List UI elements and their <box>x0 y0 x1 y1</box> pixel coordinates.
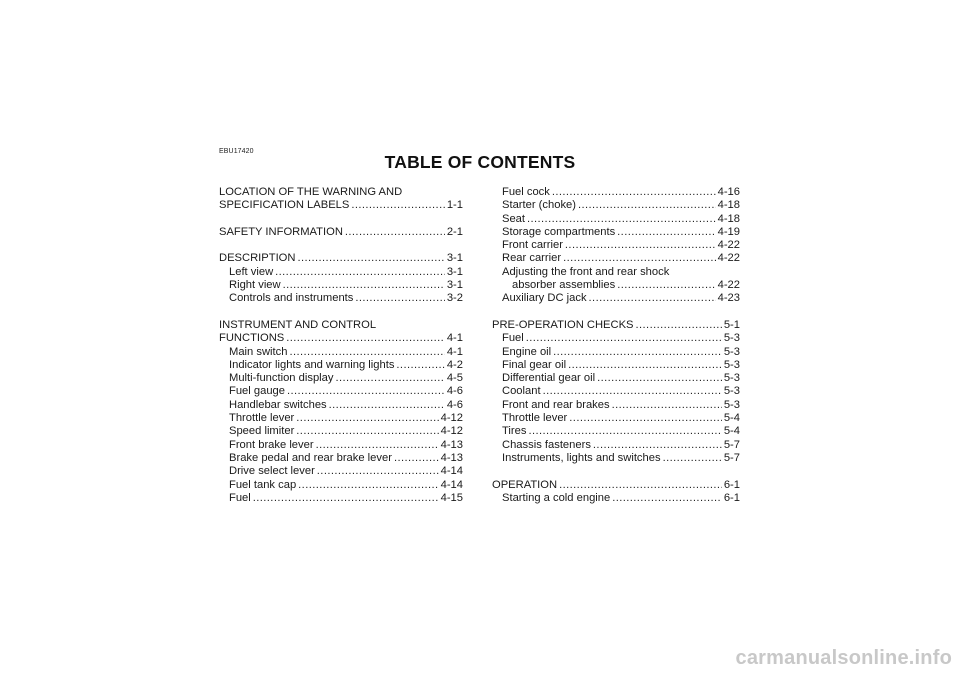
toc-page-number: 4-2 <box>446 358 463 371</box>
toc-column-left <box>219 186 463 505</box>
toc-leader-dots <box>345 226 445 239</box>
toc-entry[interactable] <box>219 439 463 452</box>
toc-entry[interactable] <box>219 492 463 505</box>
toc-entry-title: Fuel gauge <box>229 385 285 398</box>
toc-entry[interactable] <box>219 199 463 212</box>
toc-page-number: 4-19 <box>717 225 740 238</box>
toc-entry-title: Throttle lever <box>502 412 568 425</box>
toc-entry[interactable] <box>492 252 740 265</box>
toc-entry[interactable] <box>492 226 740 239</box>
toc-entry-title: Left view <box>229 265 274 278</box>
toc-entry[interactable] <box>492 213 740 226</box>
toc-page-number: 4-6 <box>446 398 463 411</box>
toc-entry-title: INSTRUMENT AND CONTROL <box>219 318 377 331</box>
toc-page-number: 4-12 <box>440 425 463 438</box>
toc-leader-dots <box>569 412 722 425</box>
toc-page-number: 5-4 <box>723 412 740 425</box>
toc-entry[interactable] <box>492 439 740 452</box>
toc-entry-title: Fuel cock <box>502 186 550 198</box>
toc-entry-title: Rear carrier <box>502 252 562 265</box>
toc-entry[interactable] <box>492 359 740 372</box>
toc-leader-dots <box>317 465 439 478</box>
toc-entry-title: Coolant <box>502 385 541 398</box>
toc-spacer <box>219 213 463 226</box>
toc-entry-title: Auxiliary DC jack <box>502 292 587 305</box>
toc-entry[interactable] <box>492 186 740 199</box>
toc-leader-dots <box>612 399 722 412</box>
toc-page-number: 5-4 <box>723 425 740 438</box>
document-code: EBU17420 <box>219 148 254 155</box>
toc-entry-title: Speed limiter <box>229 425 295 438</box>
toc-entry-title: Starting a cold engine <box>502 491 611 504</box>
toc-entry[interactable] <box>219 292 463 305</box>
toc-entry-title: SPECIFICATION LABELS <box>219 199 350 212</box>
toc-leader-dots <box>597 372 722 385</box>
toc-entry-title: Differential gear oil <box>502 372 596 385</box>
toc-leader-dots <box>286 332 445 345</box>
toc-entry[interactable] <box>492 492 740 505</box>
toc-leader-dots <box>329 399 445 412</box>
toc-entry[interactable] <box>219 332 463 345</box>
toc-spacer <box>492 465 740 478</box>
toc-page-number: 3-1 <box>446 265 463 278</box>
toc-page-number: 6-1 <box>723 491 740 504</box>
toc-entry[interactable] <box>219 412 463 425</box>
toc-entry[interactable] <box>492 332 740 345</box>
toc-entry-title: Final gear oil <box>502 358 567 371</box>
toc-entry-title: Fuel <box>502 332 524 345</box>
toc-page-number: 4-6 <box>446 385 463 398</box>
toc-page-number: 5-3 <box>723 345 740 358</box>
toc-leader-dots <box>552 186 716 199</box>
toc-entry-title: SAFETY INFORMATION <box>219 225 343 238</box>
toc-leader-dots <box>553 346 722 359</box>
toc-entry[interactable] <box>492 292 740 305</box>
toc-spacer <box>219 306 463 319</box>
toc-leader-dots <box>287 385 445 398</box>
toc-column-right <box>492 186 740 505</box>
toc-leader-dots <box>335 372 444 385</box>
toc-entry-title: Right view <box>229 279 281 292</box>
toc-leader-dots <box>351 199 444 212</box>
toc-page-number: 4-12 <box>440 412 463 425</box>
toc-entry[interactable] <box>219 452 463 465</box>
toc-leader-dots <box>296 412 438 425</box>
toc-leader-dots <box>528 425 721 438</box>
toc-heading-line <box>219 186 463 199</box>
toc-leader-dots <box>563 252 716 265</box>
toc-spacer <box>492 306 740 319</box>
toc-entry-title: Tires <box>502 425 527 438</box>
toc-entry-title: Front brake lever <box>229 438 314 451</box>
toc-page-number: 4-16 <box>717 186 740 198</box>
toc-page-number: 4-14 <box>440 478 463 491</box>
toc-entry[interactable] <box>219 359 463 372</box>
toc-leader-dots <box>355 292 444 305</box>
toc-entry[interactable] <box>219 252 463 265</box>
toc-entry-title: Controls and instruments <box>229 292 354 305</box>
toc-entry[interactable] <box>219 266 463 279</box>
toc-entry-title: Indicator lights and warning lights <box>229 358 395 371</box>
toc-leader-dots <box>396 359 444 372</box>
toc-entry[interactable] <box>492 479 740 492</box>
toc-entry-title: Multi-function display <box>229 372 334 385</box>
toc-entry-title: LOCATION OF THE WARNING AND <box>219 186 403 198</box>
toc-entry-title: Chassis fasteners <box>502 438 591 451</box>
toc-page-number: 5-3 <box>723 385 740 398</box>
toc-spacer <box>219 239 463 252</box>
toc-page-number: 5-3 <box>723 332 740 345</box>
toc-entry[interactable] <box>492 319 740 332</box>
toc-entry[interactable] <box>492 372 740 385</box>
toc-entry-title: Starter (choke) <box>502 199 576 212</box>
toc-page-number: 4-13 <box>440 451 463 464</box>
toc-page-number: 5-3 <box>723 398 740 411</box>
toc-page-number: 3-1 <box>446 279 463 292</box>
toc-page-number: 5-7 <box>723 451 740 464</box>
toc-entry-title: Fuel <box>229 491 251 504</box>
toc-leader-dots <box>617 279 715 292</box>
toc-entry[interactable] <box>219 226 463 239</box>
toc-page-number: 4-22 <box>717 279 740 292</box>
toc-leader-dots <box>283 279 445 292</box>
toc-entry-title: Front carrier <box>502 239 563 252</box>
toc-entry-title: Handlebar switches <box>229 398 327 411</box>
toc-leader-dots <box>565 239 716 252</box>
toc-entry-title: Engine oil <box>502 345 552 358</box>
toc-page-number: 4-22 <box>717 239 740 252</box>
toc-leader-dots <box>612 492 722 505</box>
toc-leader-dots <box>289 346 444 359</box>
toc-heading-line <box>492 266 740 279</box>
toc-page-number: 6-1 <box>723 478 740 491</box>
toc-entry[interactable] <box>219 465 463 478</box>
toc-entry[interactable] <box>492 412 740 425</box>
toc-leader-dots <box>617 226 715 239</box>
toc-entry[interactable] <box>492 425 740 438</box>
page-title: TABLE OF CONTENTS <box>384 152 576 172</box>
toc-leader-dots <box>543 385 722 398</box>
toc-entry-title: Storage compartments <box>502 225 616 238</box>
toc-entry-title: FUNCTIONS <box>219 332 285 345</box>
toc-entry-title: PRE-OPERATION CHECKS <box>492 318 634 331</box>
toc-leader-dots <box>297 252 444 265</box>
toc-leader-dots <box>275 266 445 279</box>
toc-leader-dots <box>394 452 439 465</box>
toc-entry-title: Instruments, lights and switches <box>502 451 661 464</box>
toc-page-number: 4-18 <box>717 212 740 225</box>
toc-leader-dots <box>526 332 722 345</box>
toc-page-number: 4-5 <box>446 372 463 385</box>
toc-entry[interactable] <box>492 452 740 465</box>
toc-entry-title: DESCRIPTION <box>219 252 296 265</box>
toc-entry-title: absorber assemblies <box>512 279 616 292</box>
toc-page-number: 5-1 <box>723 318 740 331</box>
toc-leader-dots <box>316 439 439 452</box>
toc-entry-title: Seat <box>502 212 526 225</box>
toc-entry[interactable] <box>219 385 463 398</box>
toc-page-number: 3-2 <box>446 292 463 305</box>
toc-entry-title: Front and rear brakes <box>502 398 610 411</box>
toc-entry[interactable] <box>219 479 463 492</box>
toc-leader-dots <box>663 452 722 465</box>
toc-page-number: 1-1 <box>446 199 463 212</box>
toc-leader-dots <box>636 319 722 332</box>
toc-entry[interactable] <box>492 346 740 359</box>
toc-page-number: 4-1 <box>446 332 463 345</box>
toc-leader-dots <box>593 439 722 452</box>
toc-heading-line <box>219 319 463 332</box>
toc-leader-dots <box>568 359 722 372</box>
toc-entry[interactable] <box>219 399 463 412</box>
toc-entry-title: Fuel tank cap <box>229 478 297 491</box>
toc-entry-title: Drive select lever <box>229 465 315 478</box>
toc-page-number: 5-3 <box>723 372 740 385</box>
toc-leader-dots <box>578 199 716 212</box>
toc-entry[interactable] <box>219 346 463 359</box>
toc-entry-title: Main switch <box>229 345 288 358</box>
toc-entry[interactable] <box>492 385 740 398</box>
toc-entry[interactable] <box>492 239 740 252</box>
toc-entry-title: Adjusting the front and rear shock <box>502 265 670 278</box>
toc-page-number: 4-1 <box>446 345 463 358</box>
toc-leader-dots <box>589 292 716 305</box>
toc-leader-dots <box>296 425 438 438</box>
toc-page-number: 2-1 <box>446 225 463 238</box>
toc-page-number: 4-22 <box>717 252 740 265</box>
toc-entry-title: Throttle lever <box>229 412 295 425</box>
toc-entry[interactable] <box>219 425 463 438</box>
toc-page-number: 4-18 <box>717 199 740 212</box>
toc-leader-dots <box>298 479 438 492</box>
toc-page-number: 5-7 <box>723 438 740 451</box>
toc-page-number: 4-14 <box>440 465 463 478</box>
toc-leader-dots <box>527 213 716 226</box>
toc-page-number: 3-1 <box>446 252 463 265</box>
toc-entry-title: OPERATION <box>492 478 558 491</box>
toc-page-number: 4-13 <box>440 438 463 451</box>
toc-entry[interactable] <box>492 199 740 212</box>
toc-entry[interactable] <box>219 279 463 292</box>
toc-entry-title: Brake pedal and rear brake lever <box>229 451 392 464</box>
toc-leader-dots <box>253 492 439 505</box>
toc-page-number: 5-3 <box>723 358 740 371</box>
toc-leader-dots <box>559 479 722 492</box>
toc-page-number: 4-15 <box>440 491 463 504</box>
toc-entry[interactable] <box>219 372 463 385</box>
toc-entry[interactable] <box>492 399 740 412</box>
toc-entry[interactable] <box>492 279 740 292</box>
watermark: carmanualsonline.info <box>735 647 952 669</box>
toc-page-number: 4-23 <box>717 292 740 305</box>
